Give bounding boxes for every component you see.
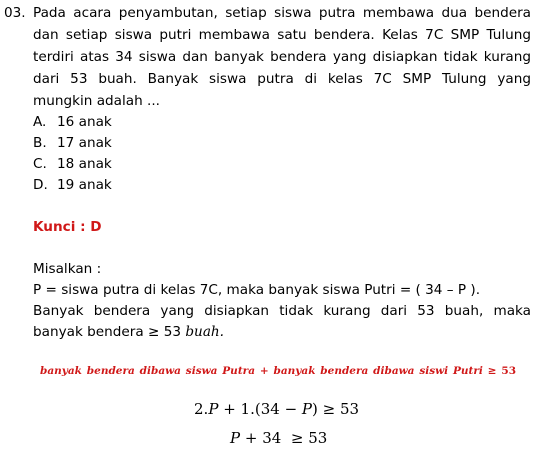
option-b-letter: B. [33, 135, 47, 151]
eq2-geq: ≥ [290, 429, 304, 447]
note-right: banyak bendera dibawa siswi Putri [273, 365, 483, 377]
question-line-3: terdiri atas 34 siswa dan banyak bendera yang disiapkan tidak kurang [33, 49, 531, 65]
question-line-1: Pada acara penyambutan, setiap siswa putra membawa dua bendera [33, 5, 531, 21]
eq1-number: 53 [340, 400, 360, 418]
option-a-text: 16 anak [57, 114, 112, 130]
note-left: banyak bendera dibawa siswa Putra [40, 365, 256, 377]
option-d-text: 19 anak [57, 177, 112, 193]
eq2-number: 34 [262, 429, 282, 447]
note-number: 53 [501, 365, 517, 377]
eq1-coef: 2. [194, 400, 209, 418]
answer-key [33, 217, 102, 237]
solution-line-3-number: 53 [163, 324, 182, 340]
question-line-5: mungkin adalah ... [33, 93, 160, 109]
solution-line-2: Banyak bendera yang disiapkan tidak kurang dari 53 buah, maka [33, 303, 531, 319]
eq2-rhs: 53 [308, 429, 328, 447]
eq1-close: ) [312, 400, 318, 418]
solution-intro: Misalkan : [33, 261, 102, 277]
eq1-var2: P [301, 400, 312, 418]
equation-2 [230, 428, 327, 448]
eq1-var: P [208, 400, 219, 418]
question-line-2: dan setiap siswa putri membawa satu bendera. Kelas 7C SMP Tulung [33, 27, 531, 43]
geq-symbol: ≥ [148, 324, 160, 340]
option-c-text: 18 anak [57, 156, 112, 172]
eq1-paren: (34 − [254, 400, 302, 418]
solution-line-3 [33, 322, 224, 342]
answer-key-value: D [90, 219, 102, 235]
note-plus: + [259, 365, 269, 377]
solution-line-3-unit: buah. [185, 324, 224, 340]
solution-line-3-prefix: banyak bendera [33, 324, 144, 340]
equation-1 [194, 399, 359, 419]
option-b-text: 17 anak [57, 135, 112, 151]
eq2-plus: + [244, 429, 258, 447]
question-number: 03. [4, 5, 26, 21]
option-c-letter: C. [33, 156, 47, 172]
answer-key-label: Kunci [33, 219, 76, 235]
eq1-geq: ≥ [322, 400, 336, 418]
solution-line-1: P = siswa putra di kelas 7C, maka banyak siswa Putri = ( 34 – P ). [33, 282, 481, 298]
option-a-letter: A. [33, 114, 47, 130]
question-line-4: dari 53 buah. Banyak siswa putra di kelas 7C SMP Tulung yang [33, 71, 531, 87]
eq1-plus: + [223, 400, 236, 418]
option-d-letter: D. [33, 177, 48, 193]
eq1-one: 1. [240, 400, 255, 418]
note-geq: ≥ [487, 365, 497, 377]
eq2-var: P [230, 429, 241, 447]
inequality-note [40, 361, 516, 381]
answer-key-separator: : [80, 219, 86, 235]
